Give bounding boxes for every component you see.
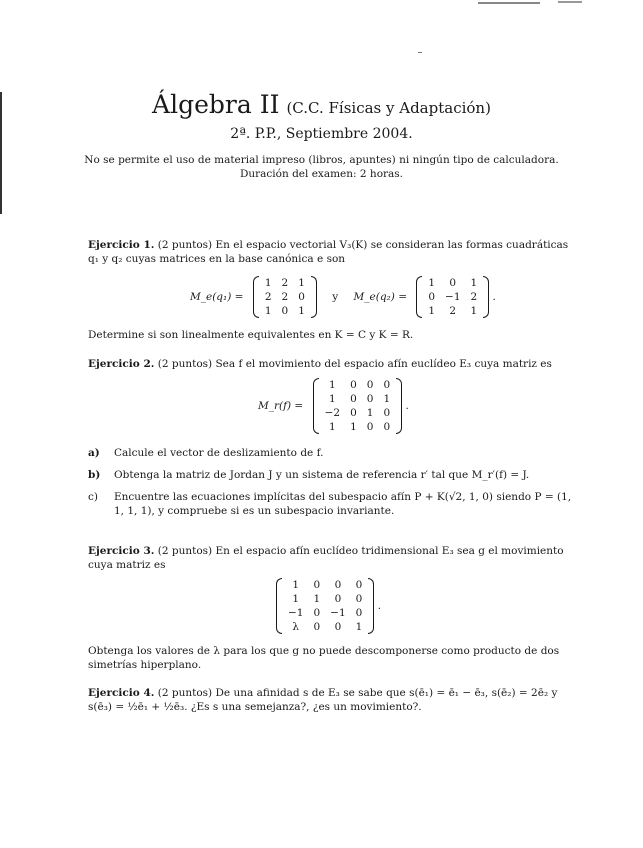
matrix-cell: −1 (445, 291, 461, 303)
matrix-cell: 0 (428, 291, 436, 303)
exercise-2-matrix (258, 378, 409, 434)
matrix-cell: 0 (298, 291, 305, 303)
matrix-cell: 1 (328, 379, 336, 391)
item-text: Calcule el vector de deslizamiento de f. (114, 447, 324, 459)
matrix-cell: 2 (281, 277, 289, 289)
exercise-1-matrices (190, 276, 496, 318)
matrix-cell: 1 (470, 305, 478, 317)
exercise-2-items (88, 446, 578, 518)
matrix-2-label: M_e(q₂) = (353, 291, 407, 303)
matrix-cell: 1 (264, 305, 272, 317)
matrix-cell: 1 (298, 305, 305, 317)
matrix-cell: 1 (350, 421, 357, 433)
matrix-q1 (253, 276, 317, 318)
matrix-cell: 1 (313, 593, 321, 605)
matrix-cell: −1 (288, 607, 304, 619)
matrix-cell: 0 (350, 407, 357, 419)
matrix-cell: 0 (313, 579, 321, 591)
exam-duration-note: Duración del examen: 2 horas. (239, 168, 404, 180)
matrix-row (260, 304, 310, 318)
item-letter: a) (88, 447, 100, 459)
matrix-cell: 2 (470, 291, 478, 303)
matrix-row (283, 606, 367, 620)
exam-header (0, 92, 643, 181)
matrix-row (320, 420, 396, 434)
matrix-cell: 0 (366, 393, 374, 405)
matrix-f-label: M_r(f) = (258, 400, 304, 412)
matrix-cell: 0 (383, 421, 391, 433)
matrix-row (320, 378, 396, 392)
matrix-row (320, 392, 396, 406)
matrix-row (260, 290, 310, 304)
exercise-4-text: (2 puntos) De una afinidad s de E₃ se sabe que s(ē₁) = ē₁ − ē₃, s(ē₂) = 2ē₂ y s(ē₃) = ½ē₁ + ½ē₃. ¿Es s una semejanza?, ¿es un movimiento?. (88, 687, 558, 713)
exercise-1-question: Determine si son linealmente equivalentes en K = C y K = R. (88, 329, 414, 341)
matrix-row (423, 304, 482, 318)
matrix-cell: 1 (328, 393, 336, 405)
matrix-cell: 2 (449, 305, 457, 317)
exam-rule-note: No se permite el uso de material impreso (libros, apuntes) ni ningún tipo de calculadora. (84, 154, 559, 166)
exercise-2-item-c (88, 490, 578, 518)
matrix-cell: 1 (383, 393, 391, 405)
matrix-row (423, 290, 482, 304)
matrix-cell: 1 (292, 579, 300, 591)
matrix-cell: 2 (281, 291, 289, 303)
matrix-cell: 0 (350, 379, 357, 391)
matrix-g-end: . (377, 600, 382, 612)
matrix-cell: 2 (264, 291, 272, 303)
course-title: Álgebra II (152, 90, 280, 119)
matrix-cell: 0 (355, 607, 363, 619)
matrix-g (276, 578, 374, 634)
matrix-cell: 0 (334, 579, 342, 591)
exercise-3-heading: Ejercicio 3. (88, 545, 155, 557)
matrix-row (283, 592, 367, 606)
matrix-cell: 0 (313, 621, 321, 633)
exercise-3-question: Obtenga los valores de λ para los que g no puede descomponerse como producto de dos simetrías hiperplano. (88, 645, 560, 671)
scan-artifact-top-right (558, 1, 582, 3)
exam-session: 2ª. P.P., Septiembre 2004. (230, 126, 413, 142)
item-letter: c) (88, 491, 98, 503)
matrix-cell: 0 (281, 305, 289, 317)
matrix-cell: 0 (355, 593, 363, 605)
matrix-row (283, 578, 367, 592)
exercise-3 (88, 544, 578, 572)
matrix-cell: 0 (366, 379, 374, 391)
matrix-row (260, 276, 310, 290)
exercise-2-heading: Ejercicio 2. (88, 358, 155, 370)
matrix-cell: 1 (292, 593, 300, 605)
matrix-cell: 1 (428, 305, 436, 317)
exam-title (0, 92, 643, 121)
exercise-1 (88, 238, 578, 266)
exercise-4-heading: Ejercicio 4. (88, 687, 155, 699)
item-text: Encuentre las ecuaciones implícitas del subespacio afín P + K(√2, 1, 0) siendo P = (1, 1, 1, 1), y compruebe si es un subespacio invariante. (114, 491, 572, 517)
matrix-cell: −2 (324, 407, 341, 419)
matrix-q2 (416, 276, 489, 318)
matrix-cell: 0 (334, 593, 342, 605)
matrix-cell: 1 (328, 421, 336, 433)
exercise-4 (88, 686, 578, 714)
matrix-cell: 0 (313, 607, 321, 619)
matrix-cell: 1 (366, 407, 374, 419)
matrix-cell: λ (292, 621, 300, 633)
matrix-cell: 0 (383, 379, 391, 391)
item-text: Obtenga la matriz de Jordan J y un sistema de referencia r′ tal que M_r′(f) = J. (114, 469, 530, 481)
matrix-1-label: M_e(q₁) = (190, 291, 244, 303)
matrix-cell: 1 (298, 277, 305, 289)
matrix-f (313, 378, 403, 434)
exercise-3-intro-text: (2 puntos) En el espacio afín euclídeo tridimensional E₃ sea g el movimiento cuya matriz es (88, 545, 564, 571)
exercise-2 (88, 357, 578, 371)
exercise-2-item-a (88, 446, 578, 460)
matrix-2-end: . (492, 291, 496, 303)
matrix-f-end: . (405, 400, 409, 412)
matrix-cell: 1 (264, 277, 272, 289)
matrix-cell: 0 (383, 407, 391, 419)
exercise-2-item-b (88, 468, 578, 482)
matrix-cell: 1 (428, 277, 436, 289)
matrix-cell: 0 (350, 393, 357, 405)
exercise-1-intro-text: (2 puntos) En el espacio vectorial V₃(K) se consideran las formas cuadráticas q₁ y q₂ cuyas matrices en la base canónica e son (88, 239, 569, 265)
matrix-cell: 1 (355, 621, 363, 633)
matrix-cell: −1 (330, 607, 346, 619)
exam-notes (0, 153, 643, 181)
scan-speck (418, 52, 422, 53)
exercise-2-intro-text: (2 puntos) Sea f el movimiento del espacio afín euclídeo E₃ cuya matriz es (157, 358, 552, 370)
matrix-row (320, 406, 396, 420)
item-letter: b) (88, 469, 101, 481)
exercise-3-matrix (276, 578, 381, 634)
matrix-cell: 0 (366, 421, 374, 433)
exercise-1-intro (88, 238, 578, 266)
matrix-row (423, 276, 482, 290)
matrix-cell: 1 (470, 277, 478, 289)
matrix-cell: 0 (355, 579, 363, 591)
matrix-cell: 0 (334, 621, 342, 633)
scan-artifact-top (478, 2, 540, 4)
matrix-row (283, 620, 367, 634)
matrix-connector: y (332, 291, 339, 303)
course-subtitle: (C.C. Físicas y Adaptación) (286, 99, 491, 117)
matrix-cell: 0 (449, 277, 457, 289)
exercise-1-heading: Ejercicio 1. (88, 239, 155, 251)
